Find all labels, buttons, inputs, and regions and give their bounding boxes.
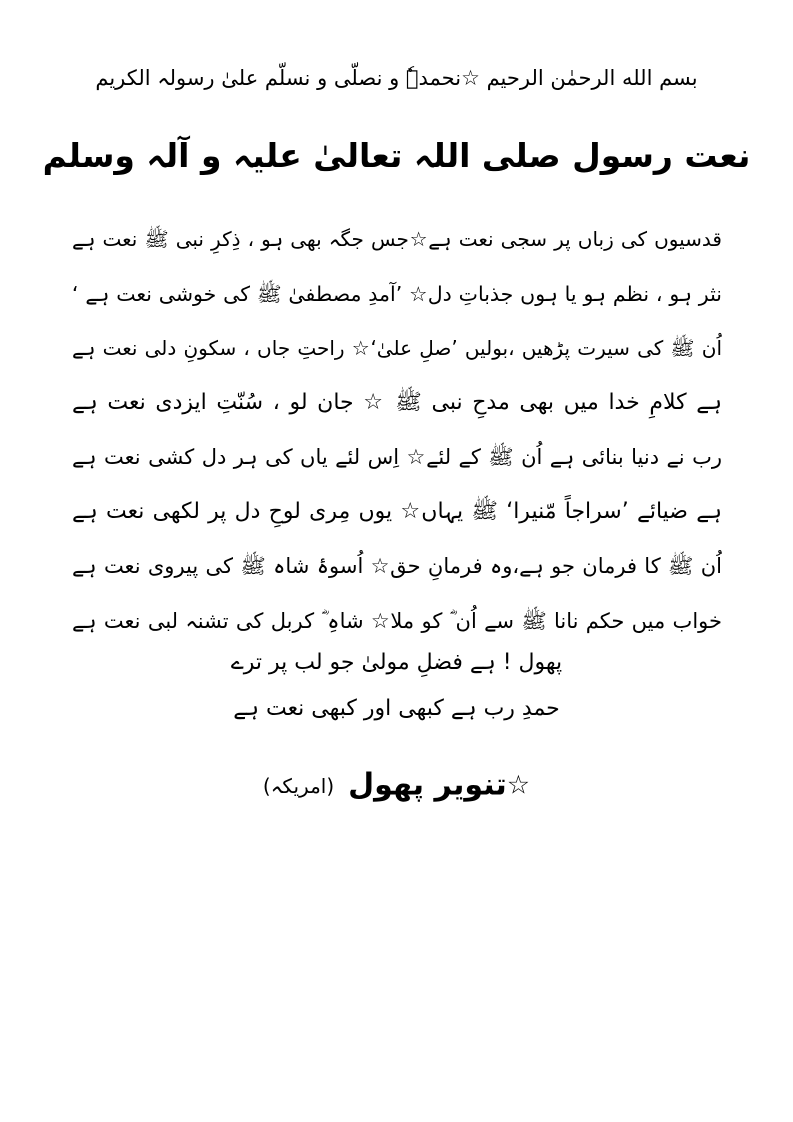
poet-name: تنویر پھول [348, 767, 507, 803]
couplet-line-2: نثر ہو ، نظم ہو یا ہوں جذباتِ دل☆ ’آمدِ مصطفیٰ ﷺ کی خوشی نعت ہے ‘ [72, 281, 722, 306]
couplet-line-6: ہے ضیائے ’سراجاً مّنیرا‘ ﷺ یہاں☆ یوں مِری لوحِ دل پر لکھی نعت ہے [72, 498, 722, 524]
closing-line-2: حمدِ رب ہے کبھی اور کبھی نعت ہے [233, 696, 560, 721]
couplet-list [72, 212, 722, 648]
couplet-line-4: ہے کلامِ خدا میں بھی مدحِ نبی ﷺ ☆ جان لو ، سُنّتِ ایزدی نعت ہے [72, 389, 722, 415]
closing-line-1: پھول ! ہے فضلِ مولیٰ جو لب پر ترے [230, 650, 563, 675]
couplet-line-3: اُن ﷺ کی سیرت پڑھیں ،بولیں ’صلِ علیٰ‘☆ راحتِ جاں ، سکونِ دلی نعت ہے [72, 336, 722, 360]
closing-stanza [150, 640, 643, 732]
bismillah-line: بسم الله الرحمٰن الرحیم ☆نحمدہٗ و نصلّی و نسلّم علیٰ رسولہ الکریم [95, 66, 698, 90]
page-title: نعت رسول صلی اللہ تعالیٰ علیہ و آلہ وسلم [42, 136, 751, 175]
couplet-line-8: خواب میں حکم نانا ﷺ سے اُن ؓ کو ملا☆ شاہِ ؓ کربل کی تشنہ لبی نعت ہے [72, 608, 722, 633]
couplet-line-7: اُن ﷺ کا فرمان جو ہے،وہ فرمانِ حق☆ اُسوۂ شاہ ﷺ کی پیروی نعت ہے [72, 554, 722, 578]
poet-location: (امریکہ) [262, 773, 335, 798]
couplet-line-1: قدسیوں کی زباں پر سجی نعت ہے☆جس جگہ بھی ہو ، ذِکرِ نبی ﷺ نعت ہے [72, 227, 722, 251]
couplet-line-5: رب نے دنیا بنائی ہے اُن ﷺ کے لئے☆ اِس لئے یاں کی ہر دل کشی نعت ہے [72, 445, 722, 469]
star-icon: ☆ [506, 770, 531, 801]
poet-signature [200, 760, 593, 811]
